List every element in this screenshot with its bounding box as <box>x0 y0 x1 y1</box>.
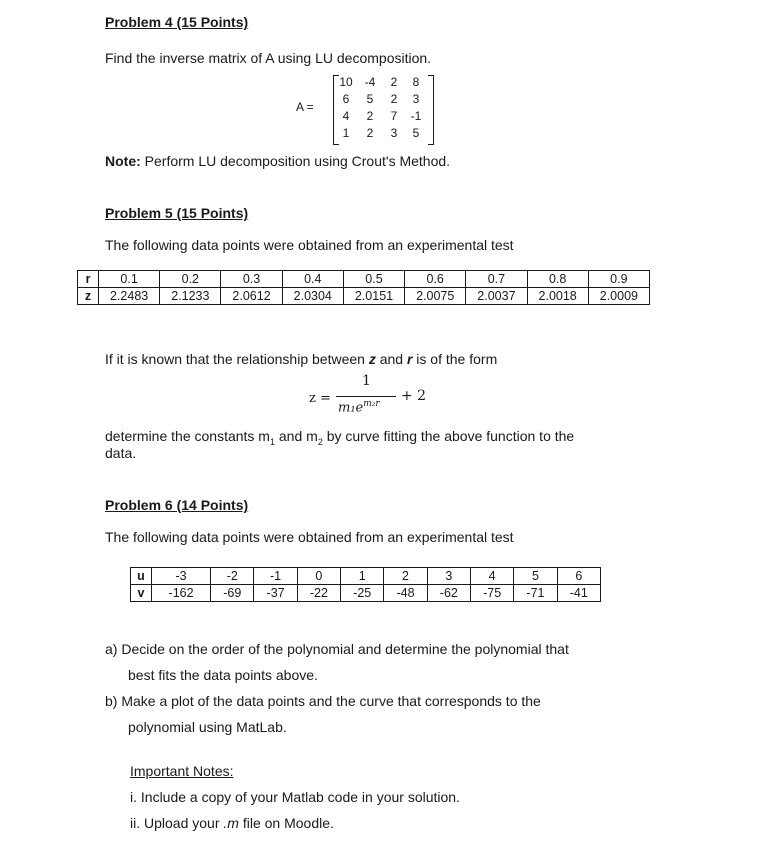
table-cell: -48 <box>384 585 427 602</box>
table-cell: -1 <box>254 568 297 585</box>
formula-plus-term: + 2 <box>401 388 427 404</box>
formula-lhs: z = <box>309 391 331 406</box>
task-a-line2: best fits the data points above. <box>128 667 318 683</box>
task-sub2: 2 <box>317 436 323 447</box>
important-notes-heading: Important Notes: <box>130 763 234 779</box>
matrix-cell: -4 <box>364 75 376 89</box>
table-cell: 1 <box>341 568 384 585</box>
task-mid: and m <box>275 428 318 444</box>
table-cell: -62 <box>427 585 470 602</box>
denominator-exponent: m₂r <box>363 399 380 409</box>
row-label-u: u <box>131 568 152 585</box>
note-ii <box>130 815 334 831</box>
table-cell: -162 <box>152 585 211 602</box>
table-cell: 2.0009 <box>588 288 649 305</box>
relation-text <box>105 351 497 367</box>
row-label-r: r <box>78 271 99 288</box>
row-label-v: v <box>131 585 152 602</box>
table-cell: -69 <box>211 585 254 602</box>
note-ii-prefix: ii. Upload your <box>130 815 224 831</box>
problem-4-note <box>105 153 450 169</box>
matrix-cell: 1 <box>342 126 350 140</box>
table-cell: 3 <box>427 568 470 585</box>
formula-denominator <box>338 399 380 415</box>
matrix-cell: 2 <box>390 75 398 89</box>
matrix-cell: 4 <box>342 109 350 123</box>
table-cell: 2.0151 <box>343 288 404 305</box>
table-cell: 2.0612 <box>221 288 282 305</box>
problem-6-intro: The following data points were obtained from an experimental test <box>105 529 514 545</box>
table-cell: -41 <box>557 585 600 602</box>
matrix-cell: -1 <box>410 109 422 123</box>
matrix-cell: 3 <box>412 92 420 106</box>
matrix-a <box>333 75 434 143</box>
table-row <box>131 585 601 602</box>
table-cell: -71 <box>514 585 557 602</box>
table-cell: 2.2483 <box>99 288 160 305</box>
matrix-cell: 3 <box>390 126 398 140</box>
relation-var-z: z <box>368 351 376 367</box>
table-cell: 0.8 <box>527 271 588 288</box>
matrix-cell: 5 <box>366 92 374 106</box>
table-cell: 0.5 <box>343 271 404 288</box>
note-ii-ext: .m <box>223 815 239 831</box>
table-cell: 0.3 <box>221 271 282 288</box>
task-b-line1: b) Make a plot of the data points and the curve that corresponds to the <box>105 693 541 709</box>
matrix-right-bracket <box>428 75 434 145</box>
matrix-cell: 7 <box>390 109 398 123</box>
table-cell: 6 <box>557 568 600 585</box>
data-table-rz <box>77 270 650 305</box>
table-cell: 2.0304 <box>282 288 343 305</box>
matrix-cell: 2 <box>366 109 374 123</box>
relation-prefix: If it is known that the relationship between <box>105 351 369 367</box>
relation-var-r: r <box>406 351 413 367</box>
table-cell: 0.7 <box>466 271 527 288</box>
matrix-cell: 6 <box>342 92 350 106</box>
table-row <box>131 568 601 585</box>
row-label-z: z <box>78 288 99 305</box>
matrix-cell: 2 <box>390 92 398 106</box>
fraction-bar <box>336 396 396 397</box>
formula-numerator: 1 <box>362 373 371 389</box>
problem-4-heading: Problem 4 (15 Points) <box>105 14 249 30</box>
table-cell: 2.0018 <box>527 288 588 305</box>
table-cell: 2.1233 <box>160 288 221 305</box>
table-cell: 0.2 <box>160 271 221 288</box>
matrix-cell: 2 <box>366 126 374 140</box>
problem-5-intro: The following data points were obtained from an experimental test <box>105 237 514 253</box>
table-cell: 0.4 <box>282 271 343 288</box>
matrix-label: A = <box>296 100 314 114</box>
task-sub1: 1 <box>269 436 275 447</box>
table-cell: 2.0037 <box>466 288 527 305</box>
note-text: Perform LU decomposition using Crout's Method. <box>140 153 451 169</box>
table-row <box>78 288 650 305</box>
table-cell: -2 <box>211 568 254 585</box>
table-cell: 0.6 <box>405 271 466 288</box>
problem-5-heading: Problem 5 (15 Points) <box>105 205 249 221</box>
table-cell: -25 <box>341 585 384 602</box>
table-cell: 0 <box>297 568 340 585</box>
table-cell: 2 <box>384 568 427 585</box>
table-cell: -22 <box>297 585 340 602</box>
task-prefix: determine the constants m <box>105 428 270 444</box>
matrix-cell: 5 <box>412 126 420 140</box>
table-cell: -75 <box>470 585 513 602</box>
matrix-cell: 10 <box>339 75 353 89</box>
table-cell: 0.9 <box>588 271 649 288</box>
problem-4-instruction: Find the inverse matrix of A using LU decomposition. <box>105 50 432 66</box>
curve-fit-task-line2: data. <box>105 445 137 461</box>
denominator-base: m₁e <box>338 400 364 416</box>
curve-fit-task <box>105 428 574 447</box>
table-cell: 5 <box>514 568 557 585</box>
problem-6-heading: Problem 6 (14 Points) <box>105 497 249 513</box>
note-label: Note: <box>105 153 141 169</box>
table-row <box>78 271 650 288</box>
table-cell: 4 <box>470 568 513 585</box>
task-a-line1: a) Decide on the order of the polynomial and determine the polynomial that <box>105 641 569 657</box>
matrix-cell: 8 <box>412 75 420 89</box>
table-cell: 0.1 <box>99 271 160 288</box>
table-cell: -3 <box>152 568 211 585</box>
relation-suffix: is of the form <box>412 351 498 367</box>
table-cell: 2.0075 <box>405 288 466 305</box>
relation-mid: and <box>375 351 407 367</box>
note-i: i. Include a copy of your Matlab code in your solution. <box>130 789 460 805</box>
table-cell: -37 <box>254 585 297 602</box>
task-suffix: by curve fitting the above function to the <box>322 428 575 444</box>
note-ii-suffix: file on Moodle. <box>238 815 334 831</box>
task-b-line2: polynomial using MatLab. <box>128 719 287 735</box>
data-table-uv <box>130 567 601 602</box>
